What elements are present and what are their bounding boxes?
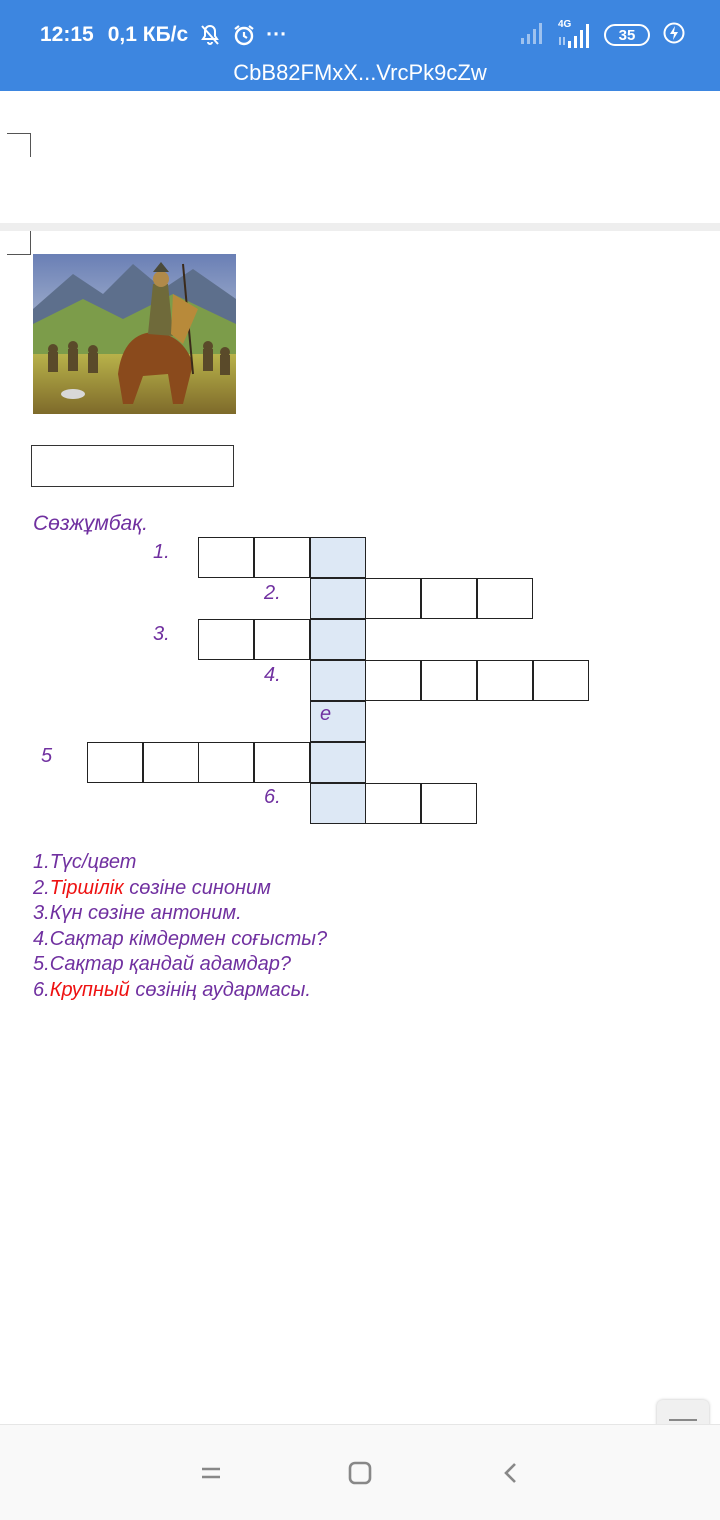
crossword-number-1: 1. bbox=[153, 541, 170, 563]
crossword-cell-key[interactable] bbox=[310, 578, 366, 619]
more-notifications-icon: ··· bbox=[266, 23, 288, 46]
crossword-title: Сөзжұмбақ. bbox=[33, 512, 148, 535]
answer-textbox[interactable] bbox=[31, 445, 234, 487]
crossword-cell-key[interactable] bbox=[310, 619, 366, 660]
clue-highlight: Крупный bbox=[49, 978, 130, 1001]
crossword-cell-key[interactable] bbox=[310, 537, 366, 578]
crossword-cell[interactable] bbox=[365, 578, 421, 619]
clue-text: Күн сөзіне антоним. bbox=[49, 902, 242, 925]
clue-highlight: Тіршілік bbox=[49, 876, 124, 899]
status-network-speed: 0,1 КБ/с bbox=[107, 23, 189, 46]
document-title: CbB82FMxX...VrcPk9cZw bbox=[233, 60, 487, 85]
crossword-cell-key[interactable] bbox=[310, 660, 366, 701]
status-right bbox=[508, 21, 686, 49]
crossword-cell-key[interactable] bbox=[310, 701, 366, 742]
crossword-clues bbox=[33, 850, 327, 1004]
crossword-cell[interactable] bbox=[87, 742, 143, 783]
crossword-hint-letter: е bbox=[320, 703, 332, 725]
crossword-number-3: 3. bbox=[153, 623, 170, 645]
crossword-number-6: 6. bbox=[264, 786, 281, 808]
clue-text: сөзіне синоним bbox=[123, 876, 271, 899]
home-icon bbox=[347, 1460, 373, 1491]
crossword-number-4: 4. bbox=[264, 664, 281, 686]
crossword-cell[interactable] bbox=[254, 742, 310, 783]
page-separator bbox=[0, 223, 720, 231]
clue-line bbox=[33, 927, 327, 953]
crossword-cell-key[interactable] bbox=[310, 742, 366, 783]
back-icon bbox=[499, 1461, 523, 1490]
alarm-clock-icon bbox=[232, 23, 256, 47]
crossword-cell[interactable] bbox=[365, 783, 421, 824]
clue-number: 1. bbox=[33, 851, 50, 873]
crossword-cell[interactable] bbox=[477, 660, 533, 701]
status-time: 12:15 bbox=[40, 23, 94, 46]
status-left bbox=[40, 21, 287, 49]
clue-text: Сақтар кімдермен соғысты? bbox=[49, 927, 328, 950]
clue-number: 3. bbox=[33, 902, 50, 925]
clue-line bbox=[33, 901, 327, 927]
clue-number: 2. bbox=[33, 876, 50, 899]
clue-number: 5. bbox=[33, 953, 50, 976]
page-corner-mark bbox=[7, 231, 31, 255]
crossword-number-5: 5 bbox=[41, 745, 53, 767]
top-bar bbox=[0, 0, 720, 91]
network-type-label: 4G bbox=[558, 19, 572, 30]
signal-icon bbox=[520, 21, 546, 50]
crossword-cell[interactable] bbox=[365, 660, 421, 701]
home-button[interactable] bbox=[340, 1455, 380, 1495]
crossword-cell[interactable] bbox=[254, 619, 310, 660]
clue-number: 4. bbox=[33, 927, 50, 950]
clue-line bbox=[33, 876, 327, 902]
page-corner-mark bbox=[7, 133, 31, 157]
crossword-cell-key[interactable] bbox=[310, 783, 366, 824]
navigation-bar bbox=[0, 1424, 720, 1520]
crossword-cell[interactable] bbox=[254, 537, 310, 578]
crossword-cell[interactable] bbox=[421, 783, 477, 824]
document-page-1[interactable] bbox=[0, 91, 720, 223]
warrior-illustration bbox=[33, 254, 236, 414]
crossword-cell[interactable] bbox=[533, 660, 589, 701]
battery-level: 35 bbox=[618, 26, 636, 44]
clue-text: Сақтар қандай адамдар? bbox=[49, 953, 292, 976]
crossword-cell[interactable] bbox=[477, 578, 533, 619]
clue-line bbox=[33, 850, 327, 876]
clue-number: 6. bbox=[33, 978, 50, 1001]
clue-text: Түс/цвет bbox=[49, 851, 137, 873]
battery-indicator bbox=[604, 24, 650, 46]
menu-icon bbox=[199, 1461, 223, 1490]
crossword-cell[interactable] bbox=[198, 537, 254, 578]
crossword-cell[interactable] bbox=[198, 742, 254, 783]
crossword-cell[interactable] bbox=[198, 619, 254, 660]
crossword-cell[interactable] bbox=[143, 742, 199, 783]
crossword-cell[interactable] bbox=[421, 660, 477, 701]
crossword-number-2: 2. bbox=[264, 582, 281, 604]
clue-line bbox=[33, 978, 327, 1004]
clue-line bbox=[33, 952, 327, 978]
charging-icon bbox=[662, 21, 686, 50]
menu-button[interactable] bbox=[191, 1455, 231, 1495]
crossword-cell[interactable] bbox=[421, 578, 477, 619]
bell-off-icon bbox=[198, 23, 222, 47]
clue-text: сөзінің аудармасы. bbox=[129, 978, 311, 1001]
back-button[interactable] bbox=[491, 1455, 531, 1495]
signal-4g-icon bbox=[558, 21, 592, 49]
